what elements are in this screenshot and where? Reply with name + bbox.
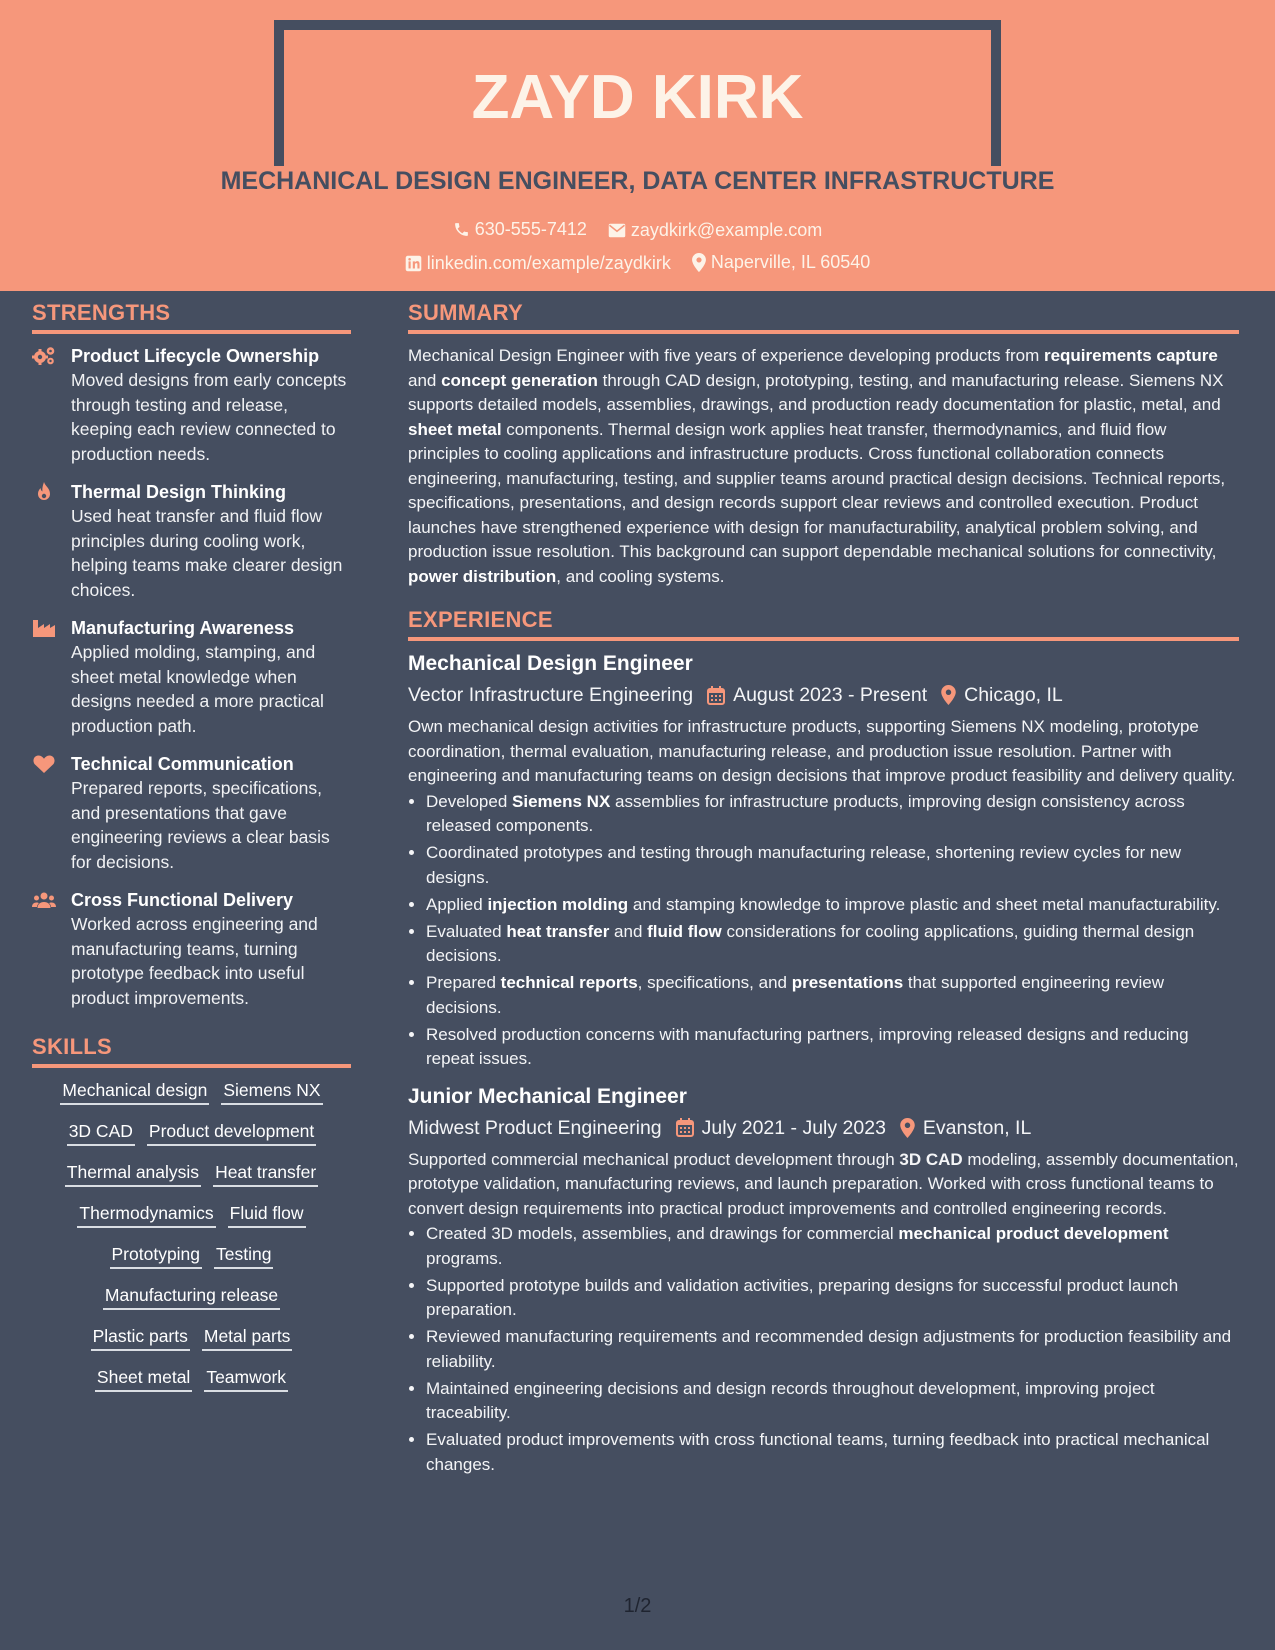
phone-contact[interactable] (453, 219, 587, 240)
text-run: and (408, 370, 442, 390)
strength-description: Moved designs from early concepts through testing and release, keeping each review connected to production needs. (71, 370, 347, 464)
text-run: Mechanical Design Engineer with five years of experience developing products from (408, 346, 1044, 365)
bold-keyword: presentations (791, 973, 904, 992)
skill-tag: Plastic parts (91, 1324, 190, 1351)
strength-description: Applied molding, stamping, and sheet metal knowledge when designs needed a more practical production path. (71, 642, 324, 736)
bullet-item (426, 1428, 1239, 1477)
skill-row (32, 1201, 351, 1228)
email-text: zaydkirk@example.com (630, 220, 823, 240)
job-dates: August 2023 - Present (733, 684, 928, 706)
skill-tag: Metal parts (202, 1324, 293, 1351)
skills-heading: SKILLS (32, 1034, 351, 1068)
text-run: Reviewed manufacturing requirements and recommended design adjustments for production feasibility and reliability. (426, 1327, 1232, 1371)
strength-title: Product Lifecycle Ownership (71, 346, 320, 366)
flame-icon (32, 482, 56, 502)
skill-row (32, 1160, 351, 1187)
text-run: Resolved production concerns with manufacturing partners, improving released designs and reducing repeat issues. (426, 1024, 1189, 1068)
text-run: considerations for cooling applications, guiding thermal design decisions. (426, 921, 1195, 965)
text-run: components. Thermal design work applies heat transfer, thermodynamics, and fluid flow principles to cooling applications and infrastructure products. Cross functional collaboration connects engineering, manufacturing, testing, and supplier teams around practical design decisions. Technical reports, specifications, presentations, and design records support clear reviews and controlled execution. Product launches have strengthened experience with design for manufacturability, analytical problem solving, and production issue resolution. This background can support dependable mechanical solutions for connectivity, (408, 419, 1226, 561)
location-contact (692, 252, 870, 273)
strengths-heading: STRENGTHS (32, 300, 351, 334)
strength-item (32, 344, 351, 466)
linkedin-text: linkedin.com/example/zaydkirk (426, 253, 671, 273)
skill-tag: Manufacturing release (103, 1283, 280, 1310)
text-run: Prepared (426, 973, 501, 992)
text-run: Supported prototype builds and validation activities, preparing designs for successful product launch preparation. (426, 1275, 1179, 1319)
text-run: Coordinated prototypes and testing through manufacturing release, shortening review cycles for new designs. (426, 843, 1182, 887)
text-run: Supported commercial mechanical product development through (408, 1149, 900, 1169)
text-run: assemblies for infrastructure products, improving design consistency across released components. (426, 791, 1185, 835)
skill-tag: Siemens NX (221, 1078, 322, 1105)
job-location: Evanston, IL (922, 1116, 1032, 1139)
skill-row (32, 1242, 351, 1269)
text-run: , and cooling systems. (556, 566, 725, 586)
calendar-icon (707, 686, 725, 705)
bold-keyword: mechanical product development (898, 1224, 1169, 1243)
bullet-item (426, 1274, 1239, 1323)
text-run: through CAD design, prototyping, testing, and manufacturing release. Siemens NX supports detailed models, assemblies, drawings, and production ready documentation for plastic, metal, and (408, 370, 1224, 414)
skill-row (32, 1283, 351, 1310)
bold-keyword: injection molding (487, 894, 629, 914)
skill-tag: Heat transfer (213, 1160, 318, 1187)
email-contact[interactable] (608, 220, 822, 241)
bold-keyword: concept generation (441, 370, 598, 390)
skill-tag: Sheet metal (95, 1365, 192, 1392)
calendar-icon (676, 1118, 694, 1137)
bold-keyword: technical reports (500, 973, 638, 992)
bold-keyword: sheet metal (408, 419, 502, 439)
phone-icon (453, 221, 470, 238)
envelope-icon (608, 223, 626, 238)
text-run: and stamping knowledge to improve plastic and sheet metal manufacturability. (628, 894, 1221, 914)
job-entry (408, 1084, 1239, 1478)
bold-keyword: requirements capture (1043, 346, 1218, 365)
users-icon (32, 890, 56, 910)
text-run: Maintained engineering decisions and design records throughout development, improving project traceability. (426, 1378, 1155, 1422)
text-run: Applied (426, 894, 488, 914)
bullet-item (426, 841, 1239, 890)
skill-row (32, 1324, 351, 1351)
skill-tag: Thermal analysis (65, 1160, 201, 1187)
map-pin-icon (941, 685, 956, 705)
job-title-headline: MECHANICAL DESIGN ENGINEER, DATA CENTER INFRASTRUCTURE (220, 167, 1055, 195)
strength-description: Used heat transfer and fluid flow principles during cooling work, helping teams make clearer design choices. (71, 506, 343, 600)
contact-line-2 (0, 252, 1275, 277)
phone-text: 630-555-7412 (474, 219, 587, 239)
skills-list (32, 1078, 351, 1392)
skill-tag: Testing (214, 1242, 273, 1269)
bullet-item (426, 920, 1239, 969)
company-name: Vector Infrastructure Engineering (408, 684, 694, 706)
bullet-item (426, 790, 1239, 839)
strength-title: Thermal Design Thinking (71, 482, 287, 502)
experience-heading: EXPERIENCE (408, 607, 1239, 641)
location-text: Naperville, IL 60540 (710, 252, 871, 272)
gears-icon (32, 346, 56, 366)
candidate-name: ZAYD KIRK (471, 63, 804, 132)
skill-tag: Teamwork (204, 1365, 288, 1392)
bold-keyword: fluid flow (647, 921, 722, 941)
bold-keyword: Siemens NX (512, 791, 611, 811)
strength-item (32, 616, 351, 738)
header-banner (0, 0, 1275, 291)
summary-text (408, 344, 1239, 589)
bold-keyword: heat transfer (506, 921, 610, 941)
skill-row (32, 1078, 351, 1105)
bullet-item (426, 1325, 1239, 1374)
job-meta (408, 681, 1239, 709)
strength-title: Technical Communication (71, 754, 294, 774)
job-bullets (408, 1222, 1239, 1477)
strength-title: Cross Functional Delivery (71, 890, 294, 910)
bold-keyword: 3D CAD (899, 1149, 963, 1169)
bullet-item (426, 1222, 1239, 1271)
summary-heading: SUMMARY (408, 300, 1239, 334)
text-run: that supported engineering review decisions. (426, 973, 1165, 1017)
job-bullets (408, 790, 1239, 1072)
text-run: Created 3D models, assemblies, and drawings for commercial (426, 1224, 899, 1243)
right-column (408, 300, 1239, 1489)
linkedin-icon (405, 255, 422, 272)
skill-tag: Fluid flow (228, 1201, 306, 1228)
job-title: Mechanical Design Engineer (408, 652, 693, 675)
job-entry (408, 651, 1239, 1072)
job-location: Chicago, IL (964, 684, 1063, 706)
linkedin-contact[interactable] (405, 253, 671, 274)
strength-description: Worked across engineering and manufacturing teams, turning prototype feedback into useful product improvements. (71, 914, 318, 1008)
strength-title: Manufacturing Awareness (71, 618, 295, 638)
bullet-item (426, 893, 1239, 918)
text-run: Evaluated product improvements with cross functional teams, turning feedback into practical mechanical changes. (426, 1430, 1210, 1474)
bullet-item (426, 1377, 1239, 1426)
text-run: Evaluated (426, 921, 507, 941)
job-description: Own mechanical design activities for infrastructure products, supporting Siemens NX modeling, prototype coordination, thermal evaluation, manufacturing release, and production issue resolution. Partner with engineering and manufacturing teams on design decisions that improve product feasibility and delivery quality. (408, 717, 1236, 785)
map-pin-icon (692, 253, 706, 272)
map-pin-icon (900, 1118, 915, 1138)
strength-item (32, 752, 351, 874)
text-run: modeling, assembly documentation, prototype validation, manufacturing reviews, and launch preparation. Worked with cross functional teams to convert design requirements into practical product improvements and controlled engineering records. (408, 1149, 1239, 1218)
text-run: and (609, 921, 648, 941)
skill-tag: Prototyping (110, 1242, 203, 1269)
job-description (408, 1148, 1239, 1222)
bullet-item (426, 971, 1239, 1020)
skill-row (32, 1365, 351, 1392)
industry-icon (32, 618, 56, 638)
bold-keyword: power distribution (408, 566, 557, 586)
text-run: , specifications, and (637, 973, 792, 992)
skill-tag: Product development (147, 1119, 316, 1146)
company-name: Midwest Product Engineering (408, 1116, 662, 1139)
text-run: programs. (426, 1248, 503, 1268)
skill-row (32, 1119, 351, 1146)
heart-icon (32, 754, 56, 774)
strength-item (32, 888, 351, 1010)
page-number: 1/2 (623, 1595, 652, 1617)
contact-line-1 (0, 219, 1275, 243)
job-title: Junior Mechanical Engineer (408, 1084, 687, 1108)
bullet-item (426, 1023, 1239, 1072)
left-column (32, 300, 351, 1406)
job-meta (408, 1114, 1239, 1142)
skill-tag: 3D CAD (67, 1119, 135, 1146)
strength-item (32, 480, 351, 602)
skill-tag: Mechanical design (60, 1078, 209, 1105)
strength-description: Prepared reports, specifications, and presentations that gave engineering reviews a clear basis for decisions. (71, 778, 330, 872)
skill-tag: Thermodynamics (77, 1201, 215, 1228)
job-dates: July 2021 - July 2023 (701, 1116, 886, 1139)
text-run: Developed (426, 791, 513, 811)
